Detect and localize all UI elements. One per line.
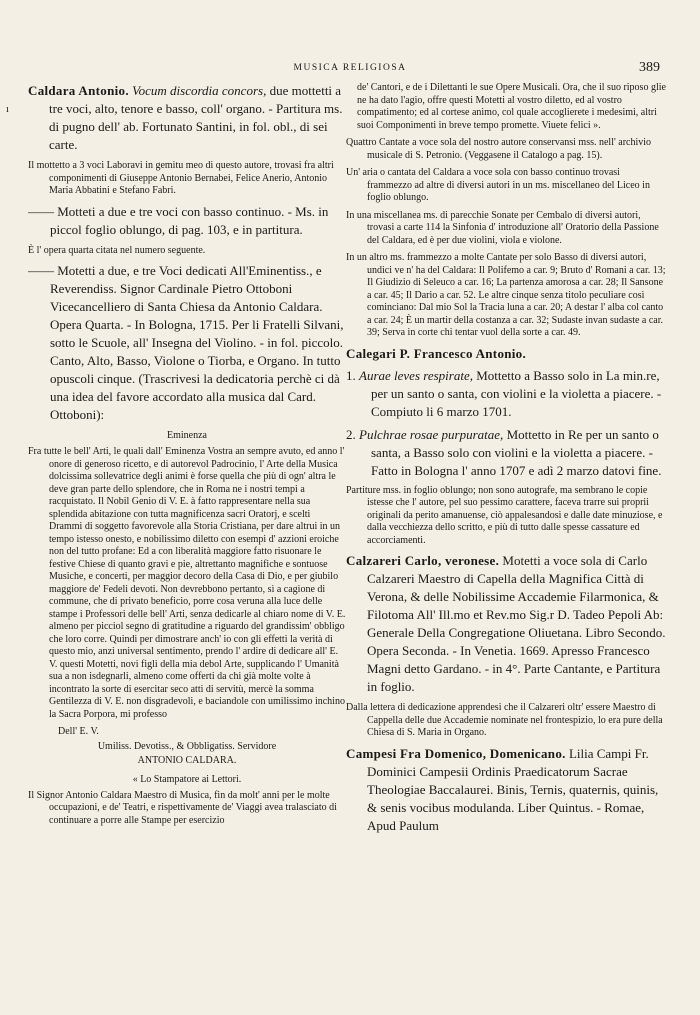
calegari-item-2 (346, 426, 666, 480)
entry-text: due mottetti a tre voci, alto, tenore e basso, coll' organo. - Partitura ms. di pugno dell' ab. Fortunato Santini, in fol. obl., di sei carte. (49, 83, 343, 152)
entry-text: Lilia Campi Fr. Dominici Campesii Ordinis Praedicatorum Sacrae Theologiae Baccalaurei. Binis, Ternis, quaternis, quinis, & senis vocibus modulanda. Liber Quintus. - Romae, Apud Paulum (367, 745, 659, 833)
signature-name: ANTONIO CALDARA. (137, 755, 237, 766)
entry-calzareri (346, 552, 666, 696)
left-column (28, 82, 346, 832)
note-partiture: Partiture mss. in foglio oblungo; non sono autografe, ma sembrano le copie istesse che l' autore, pel suo pessimo carattere, faceva trarre sui proprii originali da perito amanuense, ciò appalesandosi e dalle date minuziose, e dalla vecchiezza dello scritto, e più di tutto dalle spesse cassature ed accorciamenti. (346, 484, 663, 546)
note-opera-quarta: È l' opera quarta citata nel numero seguente. (28, 244, 206, 256)
entry-caldara (28, 82, 346, 154)
author-name: Caldara Antonio. (28, 83, 129, 98)
page-number: 389 (639, 60, 660, 75)
note-quattro-cantate: Quattro Cantate a voce sola del nostro autore conservansi mss. nell' archivio musicale di S. Petronio. (Veggasene il Catalogo a pag. 15). (346, 137, 652, 161)
work-title: Aurae leves respirate, (359, 367, 473, 383)
printer-text-continued: de' Cantori, e de i Dilettanti le sue Opere Musicali. Ora, che il suo riposo glie ne ha dato l'agio, offre questi Motetti al vostro diletto, ed al vostro compatimento; ed al cortese animo, col quale accoglierete i medesimi, altri suoi Componimenti in breve tempo promette. Viuete felici ». (357, 82, 666, 131)
dedication-text: Fra tutte le bell' Arti, le quali dall' Eminenza Vostra an sempre avuto, ed anno l' onore di generoso ricetto, e di autorevol Padrocinio, l' Arte della Musica dolcissima sollevatrice degli animi è forse quella che più di ogn' altra le deve gran parte dello splendore, che in Roma ne i nostri tempi a racquistato. Il Nobil Genio di V. E. à fatto rappresentare nella sua splendida abitazione con tutta magnificenza sacri Oratorj, e scelti Drammi di soggetto favorevole alla Storia Cristiana, per dare altrui in un tempo istesso onesto, e nobilissimo diletto con esempi d' azzioni eroiche non del tutto profane: Ed a con liberalità maggiore fatto risuonare le festive Chiese di quanto gravi e pie, altrettanto magnifiche e sontuose Musiche, e concerti, per maggior decoro della Casa di Dio, e per giubilo maggiore de' Fedeli devoti. Non devrebbono pertanto, sì a cagione di commune, che di privato beneficio, porre cosa veruna alla luce delle stampe i Professori delle bell' Arti, senza dedicarle al chiaro nome di V. E. almeno per picciol segno di gratitudine a riguardo del grandissim' obbligo che loro corre. Quindi per dimostrare anch' io con gli effetti la verità di questo mio, anzi universal sentimento, prendo l' ardire di dedicare all' E. V. questi Motetti, novi figli della mia debol Arte, supplicando l' Umanità sua a non isdegnarli, almeno come offerti da chi già molte volte à incontrato la sorte di esercitar seco atti di servitù, mercè la somma Gentilezza di V. E. non disgradevoli, e baciandole con umilissimo inchino la Sacra Porpora, mi professo (28, 446, 346, 720)
note-miscellanea: In una miscellanea ms. di parecchie Sonate per Cembalo di diversi autori, trovasi a carte 114 la Sinfonia d' introduzione all' Oratorio della Passione del Caldara, ed è per due violini, viola e violone. (346, 209, 659, 246)
entry-motetti-piccol: —— Motteti a due e tre voci con basso continuo. - Ms. in piccol foglio oblungo, di pag. 103, e in partitura. (28, 203, 329, 237)
author-name: Campesi Fra Domenico, Domenicano. (346, 745, 566, 761)
page-header (0, 58, 700, 78)
author-name: Calzareri Carlo, veronese. (346, 553, 500, 568)
dedication-closing: Dell' E. V. (58, 726, 99, 737)
right-column (346, 82, 666, 841)
entry-text: Motetti a voce sola di Carlo Calzareri Maestro di Capella della Magnifica Città di Verona, & delle Nobilissime Accademie Filarmonica, & Filotoma All' Ill.mo et Rev.mo Sig.r D. Tadeo Pepoli Ab: Generale Della Congregatione Oliuetana. Libro Secondo. Opera Seconda. - In Venetia. 1669. Apresso Francesco Magni detto Gardano. - in 4°. Parte Cantante, e Partitura in foglio. (367, 553, 666, 694)
entry-text: Mottetto in Re per un santo o santa, a Basso solo con violini e la violetta a piacere. - Fatto in Bologna l' anno 1707 e adì 2 marzo datovi fine. (371, 426, 662, 478)
item-number: 1. (346, 367, 356, 383)
item-number: 2. (346, 426, 356, 442)
printer-heading: « Lo Stampatore ai Lettori. (132, 773, 242, 785)
margin-mark: ı (6, 104, 9, 115)
author-calegari: Calegari P. Francesco Antonio. (346, 345, 527, 361)
dedication-heading: Eminenza (167, 430, 207, 441)
entry-motetti-ottoboni: —— Motetti a due, e tre Voci dedicati All'Eminentiss., e Reverendiss. Signor Cardinale Pietro Ottoboni Vicecancelliero di Santa Chiesa da Antonio Caldara. Opera Quarta. - In Bologna, 1715. Per li Fratelli Silvani, sotto le Scuole, all' Insegna del Violino. - in fol. piccolo. Canto, Alto, Basso, Violone o Tiorba, e Organo. In tutto opuscoli cinque. (Trascrivesi la dedicatoria perchè ci dà una idea del favore accordato alla musica dal Card. Ottoboni): (28, 263, 344, 422)
note-laboravi: Il mottetto a 3 voci Laboravi in gemitu meo di questo autore, trovasi fra altri componimenti di Giuseppe Antonio Bernabei, Felice Anerio, Antonio Maria Abbatini e Stefano Fabri. (28, 160, 334, 196)
signature-line: Umiliss. Devotiss., & Obbligatiss. Servidore (97, 740, 277, 752)
note-cantate-basso: In un altro ms. frammezzo a molte Cantate per solo Basso di diversi autori, undici ve n' ha del Caldara: Il Polifemo a car. 9; Bruto d' Romani a car. 13; Il Giudizio di Seleuco a car. 16; La partenza amorosa a car. 28; Il Sansone a car. 45; Il Dario a car. 52. Le altre cinque senza titolo peculiare così cominciano: Dal mio Sol la Tracia luna a car. 20; A destar l' alba col canto a car. 24; È un martir della costanza a car. 32; Sudaste invan sudaste a car. 39; Serva in corte chi tentar vuol della sorte a car. 49. (346, 252, 666, 338)
note-calzareri: Dalla lettera di dedicazione apprendesi che il Calzareri oltr' essere Maestro di Cappella delle due Accademie nominate nel frontespizio, lo era pure della Chiesa di S. Maria in Organo. (346, 702, 663, 738)
calegari-item-1 (346, 367, 666, 421)
note-aria: Un' aria o cantata del Caldara a voce sola con basso continuo trovasi frammezzo ad altre di diversi autori in un ms. miscellaneo del Liceo in foglio oblungo. (346, 167, 650, 203)
work-title: Vocum discordia concors, (132, 83, 267, 98)
printer-text: Il Signor Antonio Caldara Maestro di Musica, fin da molt' anni per le molte occupazioni, e de' Teatri, e rispettivamente de' Viaggi avea tralasciato di continuare a porre alle Stampe per esercizio (28, 789, 337, 826)
running-title: MUSICA RELIGIOSA (293, 63, 407, 73)
work-title: Pulchrae rosae purpuratae, (359, 426, 504, 442)
entry-campesi (346, 745, 666, 835)
entry-text: Mottetto a Basso solo in La min.re, per un santo o santa, con violini e la violetta a piacere. - Compiuto li 6 marzo 1701. (371, 367, 662, 419)
